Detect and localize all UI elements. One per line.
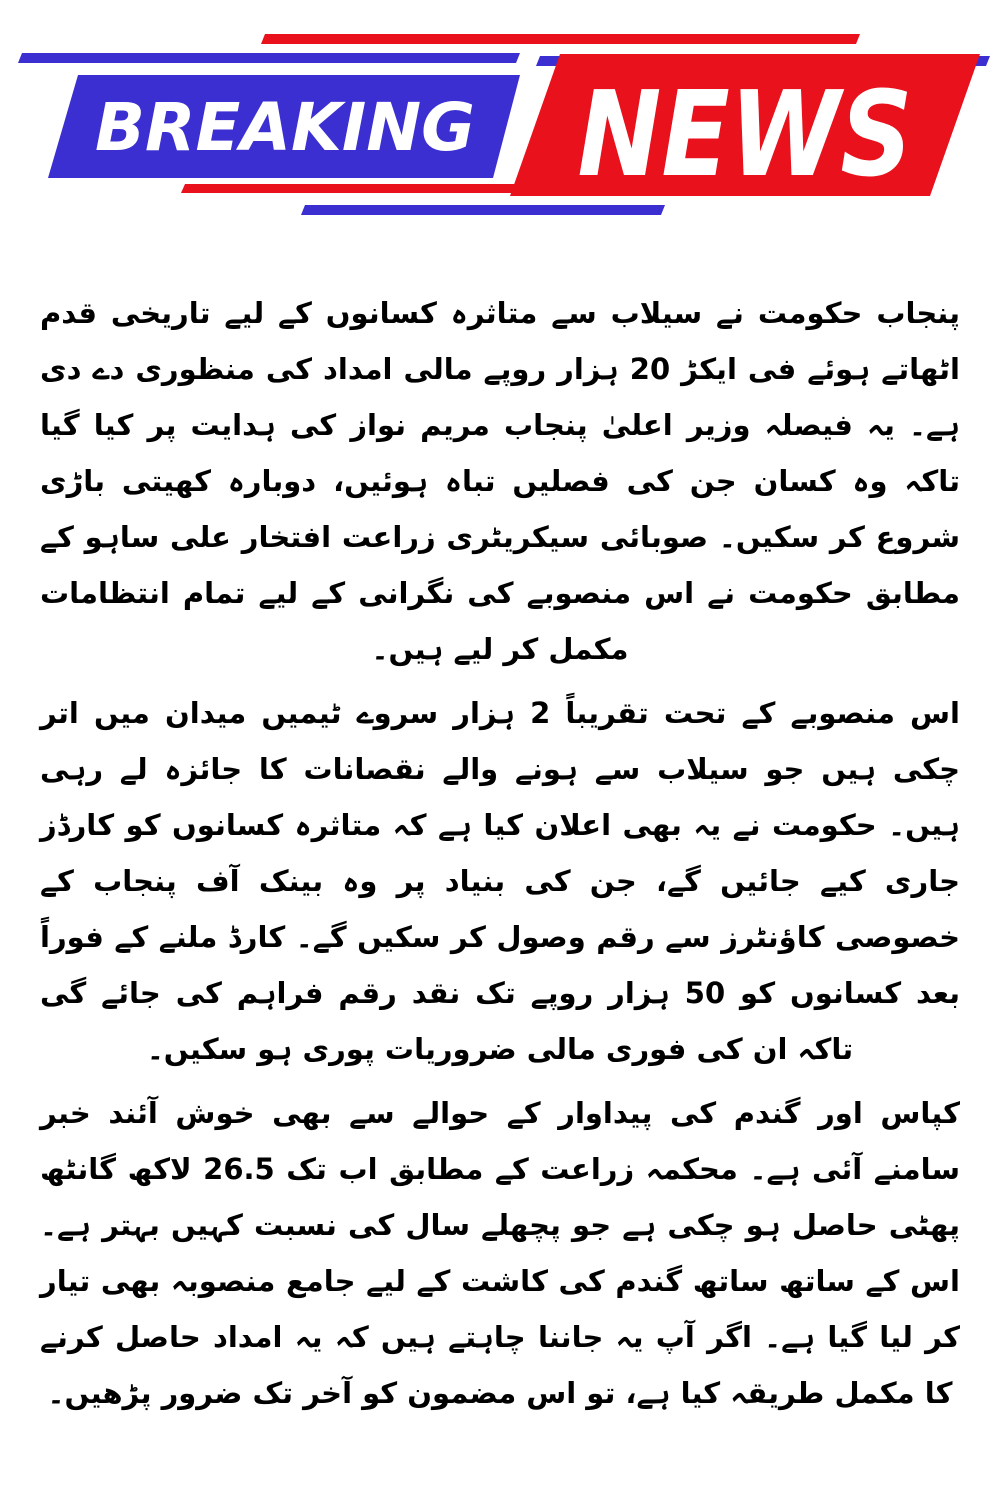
top-blue-stripe: [18, 53, 520, 63]
paragraph-2: اس منصوبے کے تحت تقریباً 2 ہزار سروے ٹیمیں میدان میں اتر چکی ہیں جو سیلاب سے ہونے والے نقصانات کا جائزہ لے رہی ہیں۔ حکومت نے یہ بھی اعلان کیا ہے کہ متاثرہ کسانوں کو کارڈز جاری کیے جائیں گے، جن کی بنیاد پر وہ بینک آف پنجاب کے خصوصی کاؤنٹرز سے رقم وصول کر سکیں گے۔ کارڈ ملنے کے فوراً بعد کسانوں کو 50 ہزار روپے تک نقد رقم فراہم کی جائے گی تاکہ ان کی فوری مالی ضروریات پوری ہو سکیں۔: [40, 696, 960, 1066]
top-red-stripe: [261, 34, 860, 44]
breaking-news-banner: [0, 0, 1000, 230]
bottom-blue-stripe: [301, 205, 665, 215]
news-word: NEWS: [577, 65, 913, 203]
paragraph-3: کپاس اور گندم کی پیداوار کے حوالے سے بھی خوش آئند خبر سامنے آئی ہے۔ محکمہ زراعت کے مطابق اب تک 26.5 لاکھ گانٹھ پھٹی حاصل ہو چکی ہے جو پچھلے سال کی نسبت کہیں بہتر ہے۔ اس کے ساتھ ساتھ گندم کی کاشت کے لیے جامع منصوبہ بھی تیار کر لیا گیا ہے۔ اگر آپ یہ جاننا چاہتے ہیں کہ یہ امداد حاصل کرنے کا مکمل طریقہ کیا ہے، تو اس مضمون کو آخر تک ضرور پڑھیں۔: [40, 1096, 960, 1410]
paragraph-1: پنجاب حکومت نے سیلاب سے متاثرہ کسانوں کے لیے تاریخی قدم اٹھاتے ہوئے فی ایکڑ 20 ہزار روپے مالی امداد کی منظوری دے دی ہے۔ یہ فیصلہ وزیر اعلیٰ پنجاب مریم نواز کی ہدایت پر کیا گیا تاکہ وہ کسان جن کی فصلیں تباہ ہوئیں، دوبارہ کھیتی باڑی شروع کر سکیں۔ صوبائی سیکریٹری زراعت افتخار علی ساہو کے مطابق حکومت نے اس منصوبے کی نگرانی کے لیے تمام انتظامات مکمل کر لیے ہیں۔: [40, 296, 960, 666]
breaking-word: BREAKING: [95, 89, 475, 166]
bottom-red-stripe: [181, 184, 520, 193]
